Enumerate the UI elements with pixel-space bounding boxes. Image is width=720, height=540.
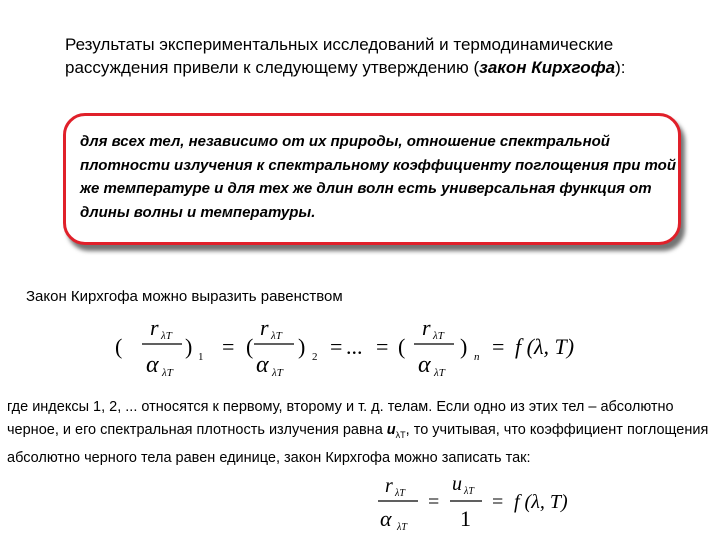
equals-a: =	[428, 491, 440, 513]
term2-den-sub: λT	[272, 367, 283, 379]
callout-text: для всех тел, независимо от их природы, отношение спектральной плотности излучения к спектральному коэффициенту поглощения при той же температуре и для тех же длин волн есть универсальная функция от длины волны и температуры.	[80, 133, 676, 221]
term2-denominator: α	[256, 352, 269, 378]
kirchhoff-law-callout	[63, 113, 681, 245]
index-1: 1	[198, 351, 204, 363]
equals-4: =	[492, 334, 505, 359]
index-2: 2	[312, 351, 318, 363]
explanation-paragraph	[7, 396, 709, 470]
term1-numerator: r	[150, 315, 159, 340]
equals-b: =	[492, 491, 504, 513]
term1-num-sub: λT	[161, 330, 172, 342]
paren-open-n: (	[398, 334, 406, 359]
para3-text-before: где индексы 1, 2, ... относятся к первому, второму и т. д. телам. Если одно из этих тел – абсолютно черное, и его спектральная плотность излучения равна	[7, 399, 674, 438]
paren-close-n: )	[460, 334, 468, 359]
termn-denominator: α	[418, 352, 431, 378]
paren-close-1: )	[185, 334, 193, 359]
term2-num-sub: λT	[271, 330, 282, 342]
termn-numerator: r	[422, 315, 431, 340]
intro-text-after: ):	[615, 58, 626, 77]
termn-den-sub: λT	[434, 367, 445, 379]
ellipsis: ...	[346, 334, 363, 359]
intro-paragraph	[65, 33, 665, 79]
kirchhoff-equation	[110, 305, 630, 385]
intro-text-before: Результаты экспериментальных исследований и термодинамические рассуждения привели к следующему утверждению (	[65, 35, 614, 77]
paren-open-1: (	[115, 334, 123, 359]
blackbody-equation	[372, 468, 622, 534]
paren-close-2: )	[298, 334, 306, 359]
mid-num-sub: λT	[464, 486, 474, 497]
termn-num-sub: λT	[433, 330, 444, 342]
index-n: n	[474, 351, 480, 363]
lhs-den-sub: λT	[397, 522, 407, 533]
lhs-num-sub: λT	[395, 488, 405, 499]
function-f: f (λ, T)	[515, 334, 575, 359]
u-symbol: u	[386, 422, 396, 438]
term1-den-sub: λT	[162, 367, 173, 379]
equals-1: =	[222, 334, 235, 359]
equation-intro-text: Закон Кирхгофа можно выразить равенством	[26, 288, 343, 305]
u-subscript: λT	[395, 429, 406, 440]
lhs-numerator: r	[385, 475, 393, 497]
mid-numerator: u	[452, 473, 462, 495]
paren-open-2: (	[246, 334, 254, 359]
law-name: закон Кирхгофа	[479, 58, 616, 77]
equals-2: =	[330, 334, 343, 359]
lhs-denominator: α	[380, 506, 392, 531]
term2-numerator: r	[260, 315, 269, 340]
rhs-function: f (λ, T)	[514, 491, 568, 513]
para3-text-after: , то учитывая, что коэффициент поглощения абсолютно черного тела равен единице, закон Кирхгофа можно записать так:	[7, 422, 709, 466]
mid-denominator: 1	[460, 506, 471, 531]
equals-3: =	[376, 334, 389, 359]
term1-denominator: α	[146, 352, 159, 378]
